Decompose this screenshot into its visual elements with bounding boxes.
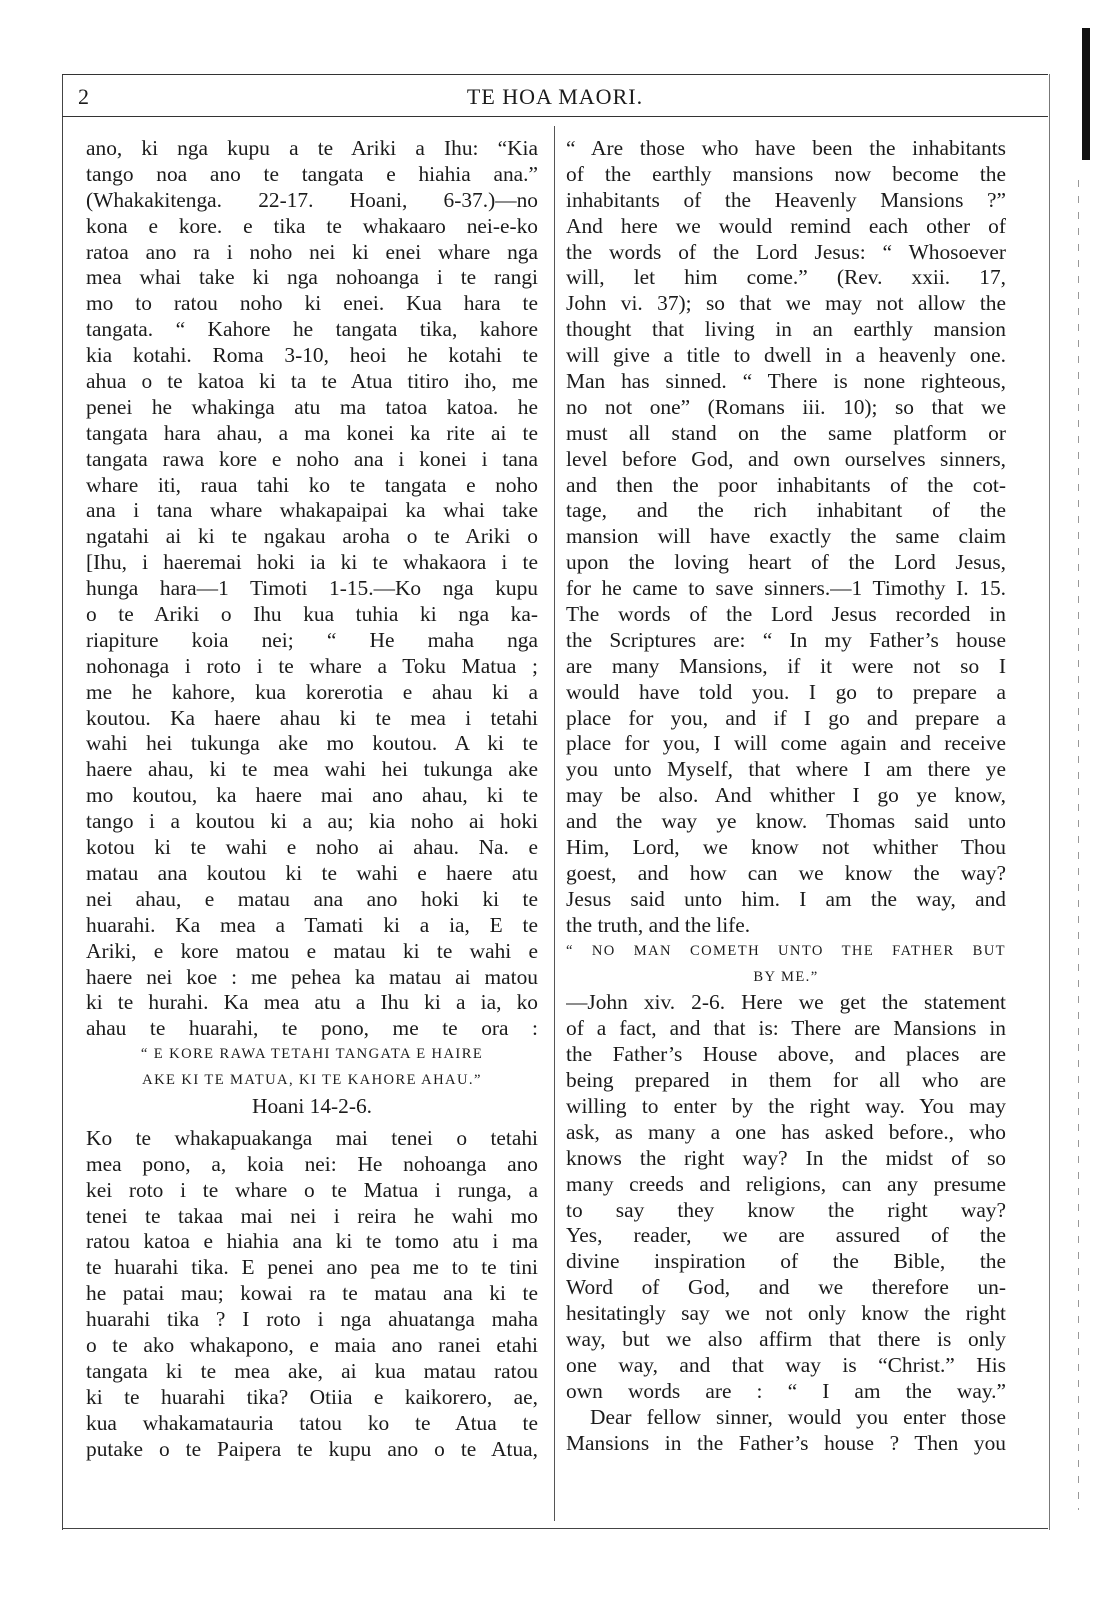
text-line: Man has sinned. “ There is none righteous, <box>566 369 1006 394</box>
text-line: Yes, reader, we are assured of the <box>566 1223 1006 1248</box>
text-line: will give a title to dwell in a heavenly one. <box>566 343 1006 368</box>
text-line: kei roto i te whare o te Matua i runga, a <box>86 1177 538 1202</box>
running-head-title: TE HOA MAORI. <box>466 84 644 109</box>
text-line: Mansions in the Father’s house ? Then you <box>566 1430 1006 1455</box>
text-line: mea whai take ki nga nohoanga i te rangi <box>86 265 538 290</box>
text-line: of the earthly mansions now become the <box>566 161 1006 186</box>
text-line: may be also. And whither I go ye know, <box>566 783 1006 808</box>
text-line: thought that living in an earthly mansion <box>566 317 1006 342</box>
text-line: tango i a koutou ki a au; kia noho ai hoki <box>86 809 538 834</box>
text-line: knows the right way? In the midst of so <box>566 1145 1006 1170</box>
text-line: ratoa ano ra i noho nei ki enei whare nga <box>86 239 538 264</box>
text-line: tango noa ano te tangata e hiahia ana.” <box>86 161 538 186</box>
right-column <box>566 136 1006 1456</box>
bottom-rule <box>62 1528 1048 1529</box>
text-line: will, let him come.” (Rev. xxii. 17, <box>566 265 1006 290</box>
text-line: kua whakamatauria tatou ko te Atua te <box>86 1410 538 1435</box>
text-line: tenei te takaa mai nei i reira he wahi mo <box>86 1203 538 1228</box>
text-line: he patai mau; kowai ra te matau ana ki te <box>86 1281 538 1306</box>
text-line: are many Mansions, if it were not so I <box>566 653 1006 678</box>
text-line: Word of God, and we therefore un- <box>566 1275 1006 1300</box>
header-rule <box>62 116 1048 117</box>
text-line: ano, ki nga kupu a te Ariki a Ihu: “Kia <box>86 136 538 160</box>
right-column-text-continued <box>566 990 1006 1456</box>
text-line: huarahi tika ? I roto i nga ahuatanga maha <box>86 1307 538 1332</box>
text-line: place for you, I will come again and receive <box>566 731 1006 756</box>
text-line: hunga hara—1 Timoti 1-15.—Ko nga kupu <box>86 576 538 601</box>
text-line: of a fact, and that is: There are Mansions in <box>566 1016 1006 1041</box>
top-rule <box>62 74 1048 75</box>
text-line: o te ako whakapono, e maia ano ranei etahi <box>86 1332 538 1357</box>
text-line: and the way ye know. Thomas said unto <box>566 809 1006 834</box>
text-line: the truth, and the life. <box>566 912 751 937</box>
text-line: wahi hei tukunga ake mo koutou. A ki te <box>86 731 538 756</box>
text-line: Ko te whakapuakanga mai tenei o tetahi <box>86 1125 538 1150</box>
text-line: nei ahau, e matau ana ano hoki ki te <box>86 886 538 911</box>
text-line: Jesus said unto him. I am the way, and <box>566 886 1006 911</box>
text-line: being prepared in them for all who are <box>566 1068 1006 1093</box>
text-line: ahua o te katoa ki ta te Atua titiro iho, me <box>86 369 538 394</box>
left-quote-line-2: AKE KI TE MATUA, KI TE KAHORE AHAU.” <box>142 1072 482 1089</box>
text-line: tangata hara ahau, a ma konei ka rite ai te <box>86 420 538 445</box>
right-quote-line-2: BY ME.” <box>753 968 819 985</box>
scan-edge-bar <box>1082 28 1090 160</box>
text-line: tangata ki te mea ake, ai kua matau ratou <box>86 1358 538 1383</box>
text-line: and then the poor inhabitants of the cot- <box>566 472 1006 497</box>
text-line: Dear fellow sinner, would you enter those <box>590 1404 1006 1429</box>
text-line: kotou ki te wahi e noho ai ahau. Na. e <box>86 835 538 860</box>
text-line: haere nei koe : me pehea ka matau ai matou <box>86 964 538 989</box>
text-line: ki te hurahi. Ka mea atu a Ihu ki a ia, ko <box>86 990 538 1015</box>
text-line: to say they know the right way? <box>566 1197 1006 1222</box>
text-line: mea pono, a, koia nei: He nohoanga ano <box>86 1151 538 1176</box>
text-line: (Whakakitenga. 22-17. Hoani, 6-37.)—no <box>86 187 538 212</box>
text-line: te huarahi tika. E penei ano pea me to te tini <box>86 1255 538 1280</box>
text-line: ratou katoa e hiahia ana ki te tomo atu i ma <box>86 1229 538 1254</box>
text-line: mo koutou, ka haere mai ano ahau, ki te <box>86 783 538 808</box>
text-line: Him, Lord, we know not whither Thou <box>566 835 1006 860</box>
text-line: no not one” (Romans iii. 10); so that we <box>566 394 1006 419</box>
text-line: place for you, and if I go and prepare a <box>566 705 1006 730</box>
text-line: the words of the Lord Jesus: “ Whosoever <box>566 239 1006 264</box>
text-line: tage, and the rich inhabitant of the <box>566 498 1006 523</box>
text-line: “ Are those who have been the inhabitants <box>566 136 1006 160</box>
scan-edge-line <box>1078 180 1079 1510</box>
text-line: nohonaga i roto i te whare a Toku Matua ; <box>86 653 538 678</box>
text-line: ana i tana whare whakapaipai ka whai take <box>86 498 538 523</box>
page-number: 2 <box>78 84 89 109</box>
text-line: upon the loving heart of the Lord Jesus, <box>566 550 1006 575</box>
text-line: The words of the Lord Jesus recorded in <box>566 602 1006 627</box>
text-line: penei he whakinga atu ma tatoa katoa. he <box>86 394 538 419</box>
text-line: hesitatingly say we not only know the right <box>566 1301 1006 1326</box>
text-line: many creeds and religions, can any presume <box>566 1171 1006 1196</box>
text-line: ki te huarahi tika? Otiia e kaikorero, ae, <box>86 1384 538 1409</box>
text-line: ngatahi ai ki te ngakau aroha o te Ariki o <box>86 524 538 549</box>
right-quote-line-1: “ NO MAN COMETH UNTO THE FATHER BUT <box>566 942 1006 959</box>
left-column-text-continued <box>86 1126 538 1463</box>
text-line: ask, as many a one has asked before., who <box>566 1119 1006 1144</box>
text-line: you unto Myself, that where I am there ye <box>566 757 1006 782</box>
text-line: the Scriptures are: “ In my Father’s house <box>566 627 1006 652</box>
text-line: John vi. 37); so that we may not allow the <box>566 291 1006 316</box>
text-line: Ariki, e kore matou e matau ki te wahi e <box>86 938 538 963</box>
text-line: level before God, and own ourselves sinners, <box>566 446 1006 471</box>
left-column-text <box>86 136 538 1042</box>
text-line: whare iti, raua tahi ko te tangata e noho <box>86 472 538 497</box>
text-line: o te Ariki o Ihu kua tuhia ki nga ka- <box>86 602 538 627</box>
text-line: must all stand on the same platform or <box>566 420 1006 445</box>
text-line: own words are : “ I am the way.” <box>566 1378 1006 1403</box>
text-line: kona e kore. e tika te whakaaro nei-e-ko <box>86 213 538 238</box>
text-line: way, but we also affirm that there is only <box>566 1326 1006 1351</box>
left-quote-line-1: “ E KORE RAWA TETAHI TANGATA E HAIRE <box>140 1046 484 1063</box>
text-line: putake o te Paipera te kupu ano o te Atua, <box>86 1436 538 1461</box>
text-line: tangata. “ Kahore he tangata tika, kahore <box>86 317 538 342</box>
text-line: haere ahau, ki te mea wahi hei tukunga ake <box>86 757 538 782</box>
text-line: divine inspiration of the Bible, the <box>566 1249 1006 1274</box>
text-line: koutou. Ka haere ahau ki te mea i tetahi <box>86 705 538 730</box>
text-line: huarahi. Ka mea a Tamati ki a ia, E te <box>86 912 538 937</box>
text-line: inhabitants of the Heavenly Mansions ?” <box>566 187 1006 212</box>
text-line: one way, and that way is “Christ.” His <box>566 1352 1006 1377</box>
text-line: for he came to save sinners.—1 Timothy I. 15. <box>566 576 1006 601</box>
text-line: [Ihu, i haeremai hoki ia ki te whakaora i te <box>86 550 538 575</box>
text-line: willing to enter by the right way. You may <box>566 1093 1006 1118</box>
text-line: goest, and how can we know the way? <box>566 860 1006 885</box>
text-line: riapiture koia nei; “ He maha nga <box>86 627 538 652</box>
text-line: And here we would remind each other of <box>566 213 1006 238</box>
text-line: ahau te huarahi, te pono, me te ora : <box>86 1016 538 1041</box>
text-line: me he kahore, kua korerotia e ahau ki a <box>86 679 538 704</box>
text-line: matau ana koutou ki te wahi e haere atu <box>86 860 538 885</box>
text-line: mansion will have exactly the same claim <box>566 524 1006 549</box>
right-column-text <box>566 136 1006 939</box>
text-line: —John xiv. 2-6. Here we get the statement <box>566 990 1006 1015</box>
left-citation: Hoani 14-2-6. <box>252 1093 372 1118</box>
left-column <box>86 136 538 1462</box>
column-divider <box>554 126 555 1521</box>
text-line: would have told you. I go to prepare a <box>566 679 1006 704</box>
text-line: mo to ratou noho ki enei. Kua hara te <box>86 291 538 316</box>
text-line: the Father’s House above, and places are <box>566 1042 1006 1067</box>
text-line: tangata rawa kore e noho ana i konei i tana <box>86 446 538 471</box>
text-line: kia kotahi. Roma 3-10, heoi he kotahi te <box>86 343 538 368</box>
